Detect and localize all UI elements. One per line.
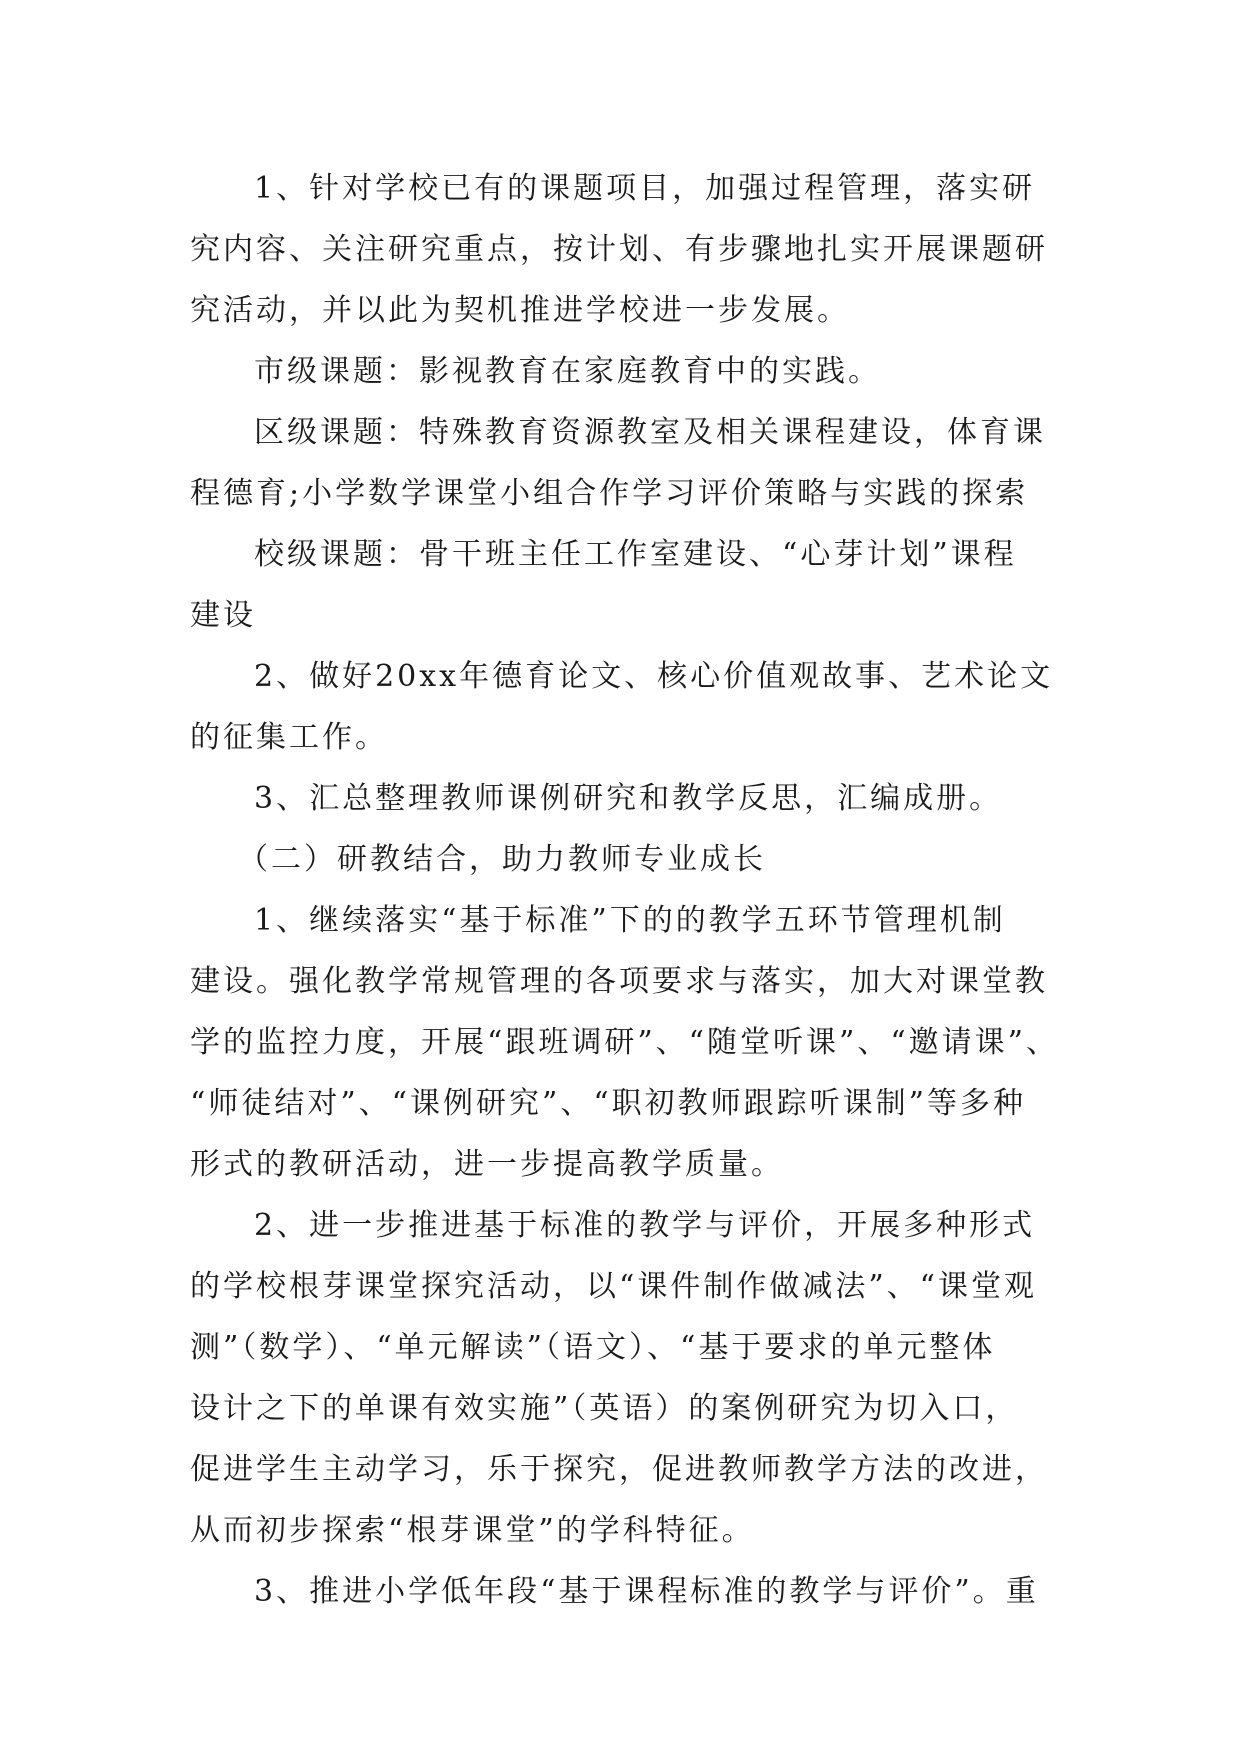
- paragraph-line: 程德育;小学数学课堂小组合作学习评价策略与实践的探索: [190, 476, 1029, 511]
- paragraph-line: 1、针对学校已有的课题项目，加强过程管理，落实研: [254, 171, 1036, 206]
- paragraph-line: 究活动，并以此为契机推进学校进一步发展。: [190, 293, 850, 328]
- paragraph-line: 市级课题：影视教育在家庭教育中的实践。: [254, 354, 881, 389]
- paragraph-line: 学的监控力度，开展“跟班调研”、“随堂听课”、“邀请课”、: [190, 1025, 1060, 1060]
- paragraph-line: 校级课题：骨干班主任工作室建设、“心芽计划”课程: [254, 537, 1017, 572]
- paragraph-line: 3、推进小学低年段“基于课程标准的教学与评价”。重: [254, 1574, 1039, 1609]
- paragraph-line: 形式的教研活动，进一步提高教学质量。: [190, 1147, 784, 1182]
- paragraph-line: 区级课题：特殊教育资源教室及相关课程建设，体育课: [254, 415, 1046, 450]
- paragraph-line: 建设: [190, 598, 256, 633]
- section-heading: （二）研教结合，助力教师专业成长: [238, 842, 766, 877]
- paragraph-line: 3、汇总整理教师课例研究和教学反思，汇编成册。: [254, 781, 1003, 816]
- paragraph-line: 究内容、关注研究重点，按计划、有步骤地扎实开展课题研: [190, 232, 1048, 267]
- document-body: [190, 158, 1070, 1622]
- paragraph-line: 2、做好20xx年德育论文、核心价值观故事、艺术论文: [254, 659, 1054, 694]
- paragraph-line: 的学校根芽课堂探究活动，以“课件制作做减法”、“课堂观: [190, 1269, 1038, 1304]
- paragraph-line: 促进学生主动学习，乐于探究，促进教师教学方法的改进，: [190, 1452, 1048, 1487]
- paragraph-line: 建设。强化教学常规管理的各项要求与落实，加大对课堂教: [190, 964, 1048, 999]
- paragraph-line: 测”（数学）、“单元解读”（语文）、“基于要求的单元整体: [190, 1330, 996, 1365]
- paragraph-line: 设计之下的单课有效实施”（英语）的案例研究为切入口，: [190, 1391, 1019, 1426]
- paragraph-line: 从而初步探索“根芽课堂”的学科特征。: [190, 1513, 755, 1548]
- paragraph-line: “师徒结对”、“课例研究”、“职初教师跟踪听课制”等多种: [190, 1086, 1027, 1121]
- paragraph-line: 1、继续落实“基于标准”下的的教学五环节管理机制: [254, 903, 1006, 938]
- paragraph-line: 的征集工作。: [190, 720, 388, 755]
- paragraph-line: 2、进一步推进基于标准的教学与评价，开展多种形式: [254, 1208, 1036, 1243]
